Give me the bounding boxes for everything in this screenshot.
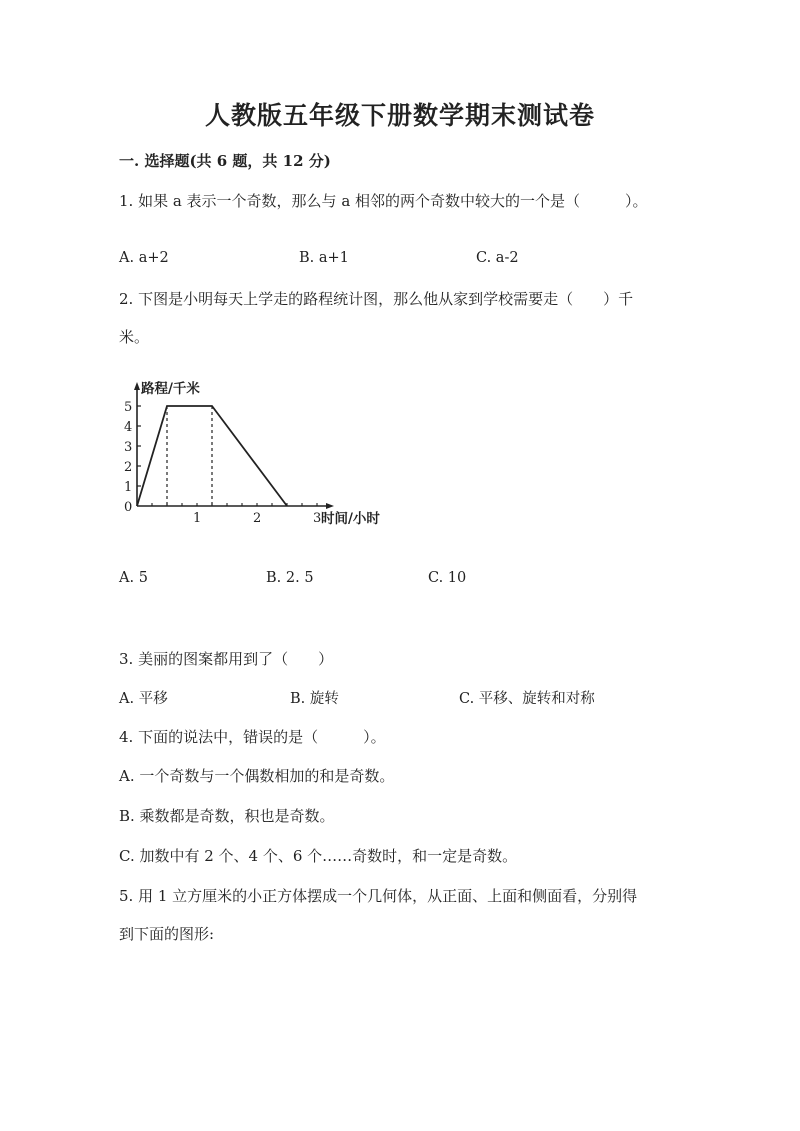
y-tick-label-3: 3 [124,440,133,455]
q1-option-a: A. a+2 [119,250,169,266]
q3-option-b: B. 旋转 [290,691,339,707]
section-heading: 一. 选择题(共 6 题，共 12 分) [119,152,331,170]
q4-option-c: C. 加数中有 2 个、4 个、6 个……奇数时，和一定是奇数。 [119,847,518,865]
q1-option-c: C. a-2 [476,250,519,266]
q2-option-a: A. 5 [119,570,148,586]
x-tick-label-1: 1 [193,511,202,526]
question-2-line-1: 2. 下图是小明每天上学走的路程统计图，那么他从家到学校需要走（ ）千 [119,290,634,308]
question-2-line-2: 米。 [119,328,150,346]
question-1: 1. 如果 a 表示一个奇数，那么与 a 相邻的两个奇数中较大的一个是（ ）。 [119,192,648,210]
x-axis-label: 时间/小时 [321,511,380,527]
q2-option-c: C. 10 [428,570,467,586]
y-tick-label-4: 4 [124,420,133,435]
y-tick-label-0: 0 [124,500,133,515]
y-tick-label-1: 1 [124,480,133,495]
page-title: 人教版五年级下册数学期末测试卷 [204,101,595,130]
q2-option-b: B. 2. 5 [266,570,314,586]
q3-option-c: C. 平移、旋转和对称 [459,691,595,707]
question-5-line-2: 到下面的图形: [119,925,215,943]
y-tick-label-2: 2 [124,460,133,475]
distance-time-graph [112,378,412,528]
question-4: 4. 下面的说法中，错误的是（ ）。 [119,728,386,746]
x-axis-arrow [326,503,334,509]
y-tick-label-5: 5 [124,400,133,415]
y-axis-label: 路程/千米 [141,381,200,397]
x-tick-label-2: 2 [253,511,262,526]
x-tick-label-3: 3 [313,511,322,526]
q4-option-a: A. 一个奇数与一个偶数相加的和是奇数。 [119,767,395,785]
q3-option-a: A. 平移 [119,691,168,707]
q4-option-b: B. 乘数都是奇数，积也是奇数。 [119,807,335,825]
q1-option-b: B. a+1 [299,250,349,266]
question-3: 3. 美丽的图案都用到了（ ） [119,650,334,668]
y-axis-arrow [134,382,140,390]
question-5-line-1: 5. 用 1 立方厘米的小正方体摆成一个几何体，从正面、上面和侧面看，分别得 [119,887,638,905]
